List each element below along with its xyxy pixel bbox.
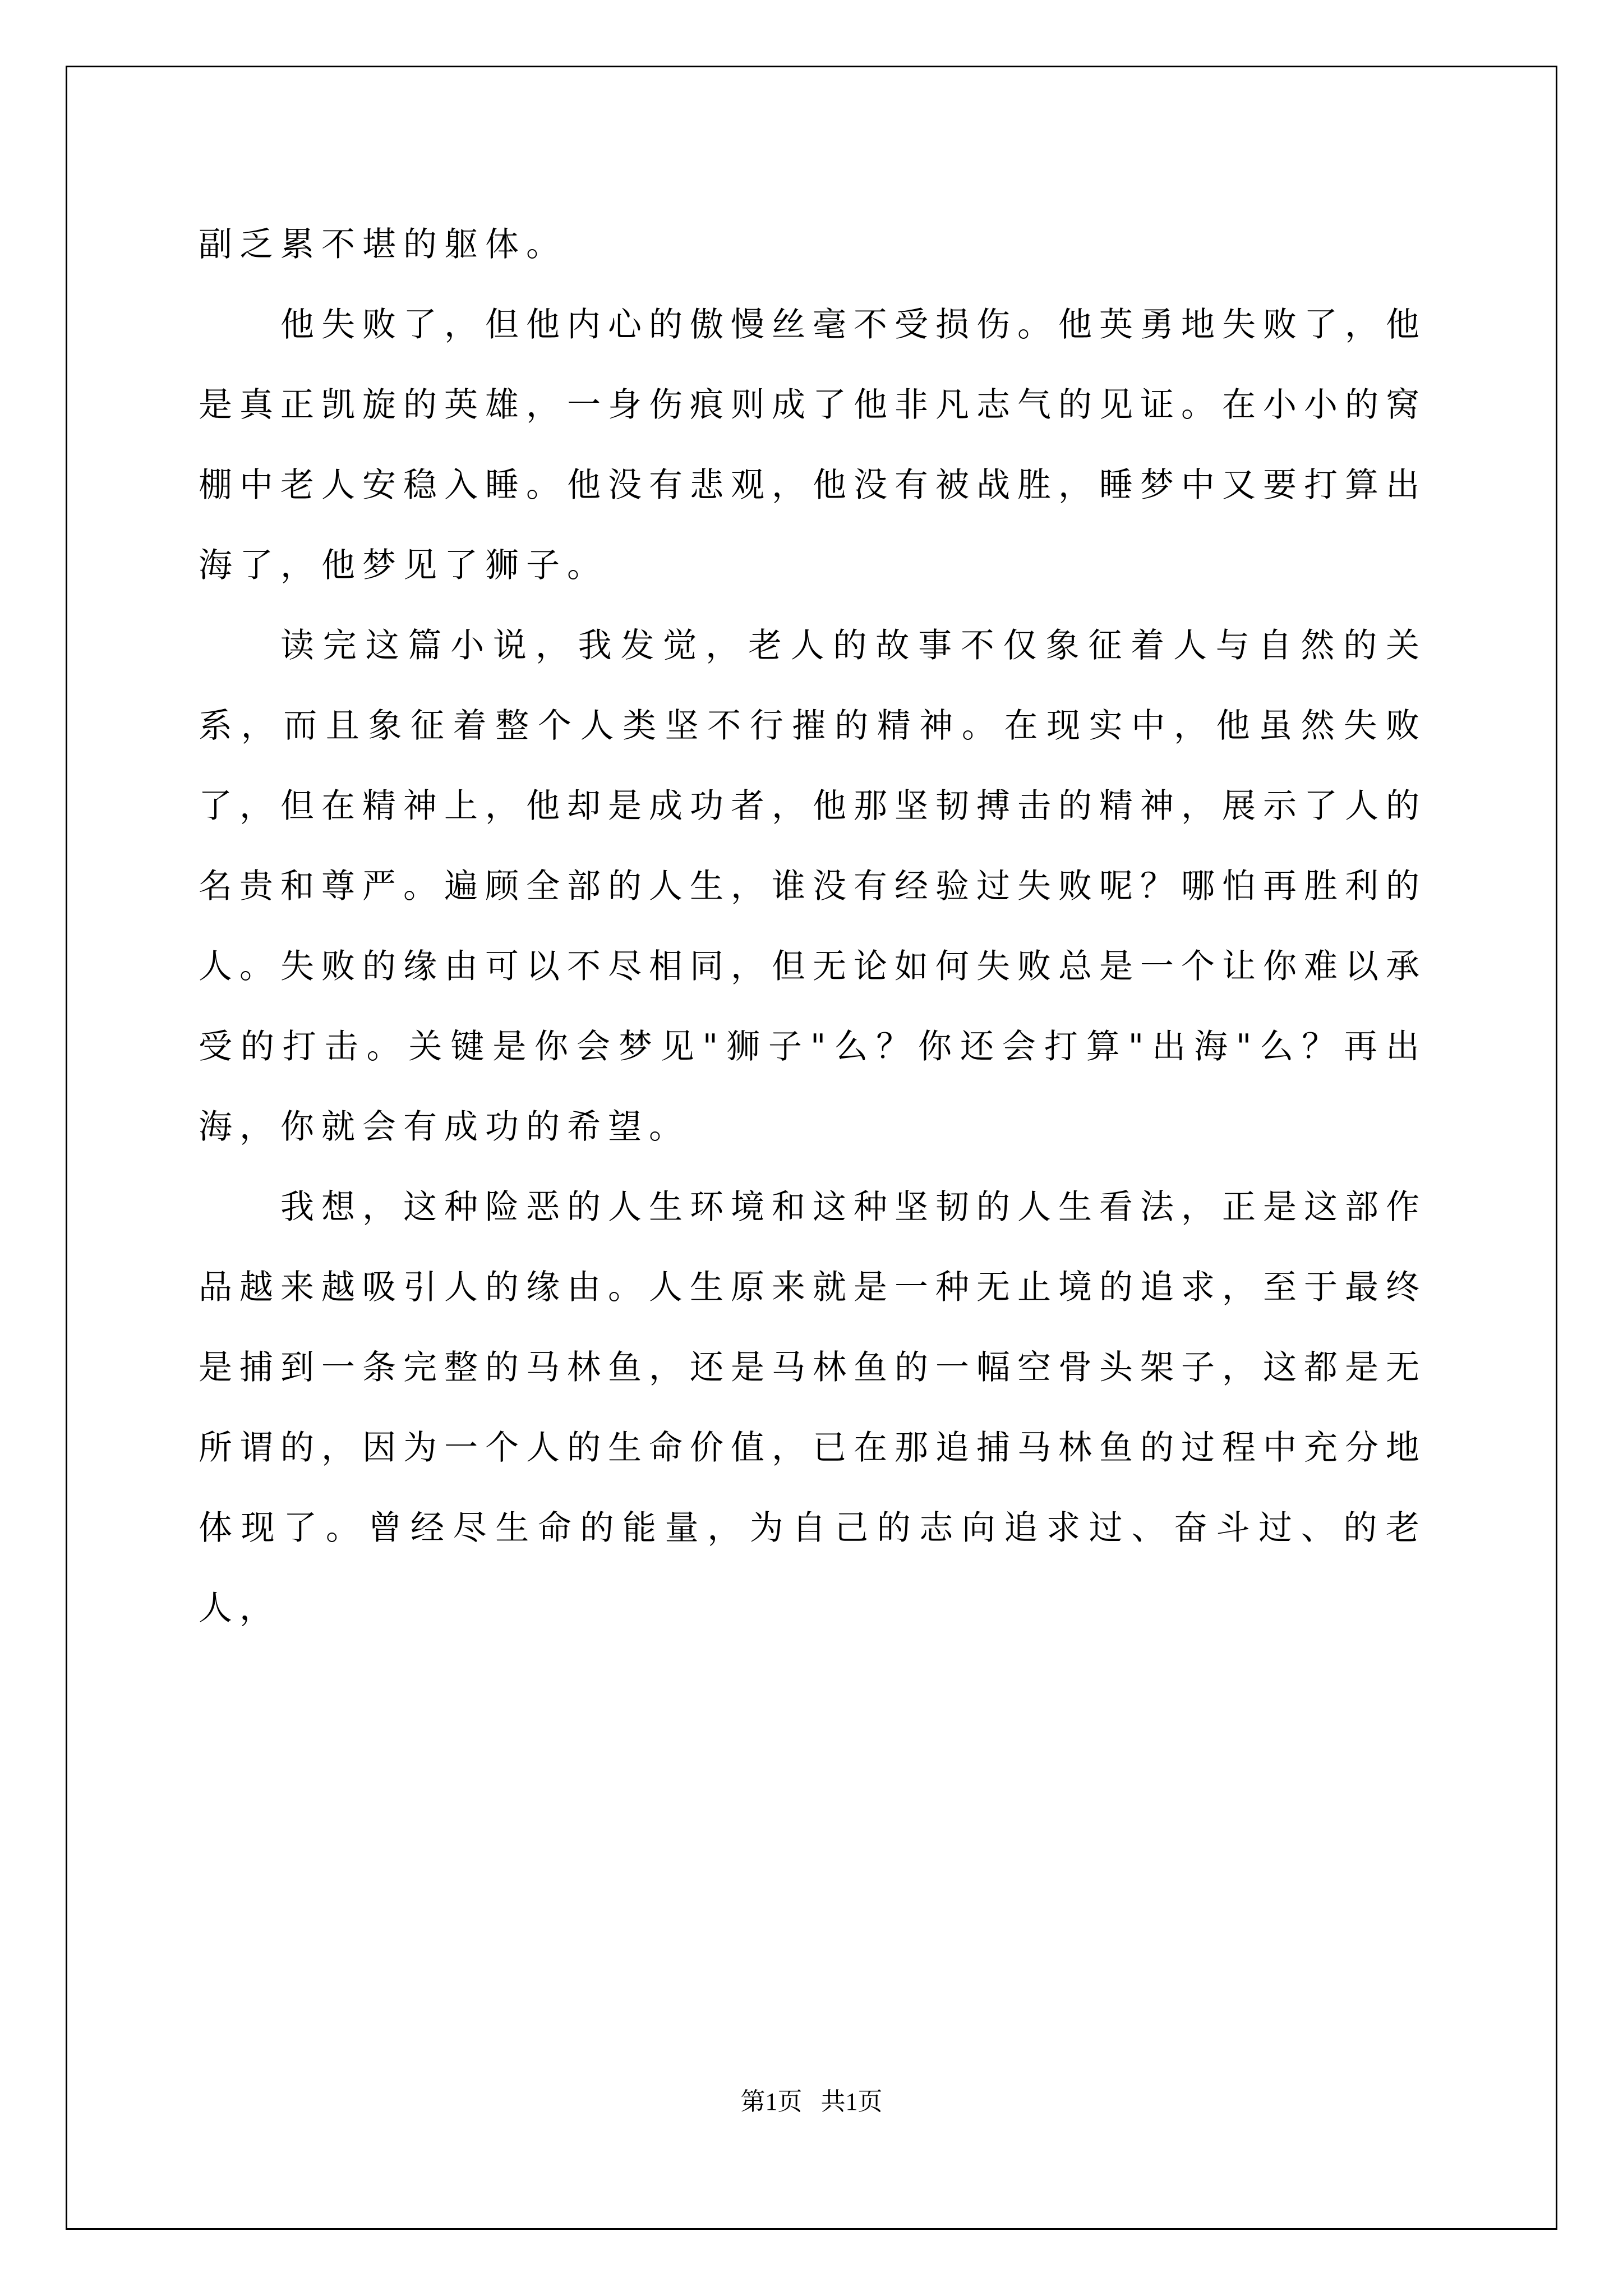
paragraph-4: 我想，这种险恶的人生环境和这种坚韧的人生看法，正是这部作品越来越吸引人的缘由。人生原来就是一种无止境的追求，至于最终是捕到一条完整的马林鱼，还是马林鱼的一幅空骨头架子，这都是无所谓的，因为一个人的生命价值，已在那追捕马林鱼的过程中充分地体现了。曾经尽生命的能量，为自己的志向追求过、奋斗过、的老人， bbox=[199, 1188, 1427, 1628]
document-body bbox=[199, 205, 1427, 1649]
paragraph-1: 副乏累不堪的躯体。 bbox=[199, 225, 567, 264]
paragraph-3: 读完这篇小说，我发觉，老人的故事不仅象征着人与自然的关系，而且象征着整个人类坚不行摧的精神。在现实中，他虽然失败了，但在精神上，他却是成功者，他那坚韧搏击的精神，展示了人的名贵和尊严。遍顾全部的人生，谁没有经验过失败呢？哪怕再胜利的人。失败的缘由可以不尽相同，但无论如何失败总是一个让你难以承受的打击。关键是你会梦见"狮子"么？你还会打算"出海"么？再出海，你就会有成功的希望。 bbox=[199, 626, 1427, 1147]
page-footer: 第1页 共1页 bbox=[740, 2088, 883, 2115]
paragraph-2: 他失败了，但他内心的傲慢丝毫不受损伤。他英勇地失败了，他是真正凯旋的英雄，一身伤痕则成了他非凡志气的见证。在小小的窝棚中老人安稳入睡。他没有悲观，他没有被战胜，睡梦中又要打算出海了，他梦见了狮子。 bbox=[199, 305, 1427, 585]
